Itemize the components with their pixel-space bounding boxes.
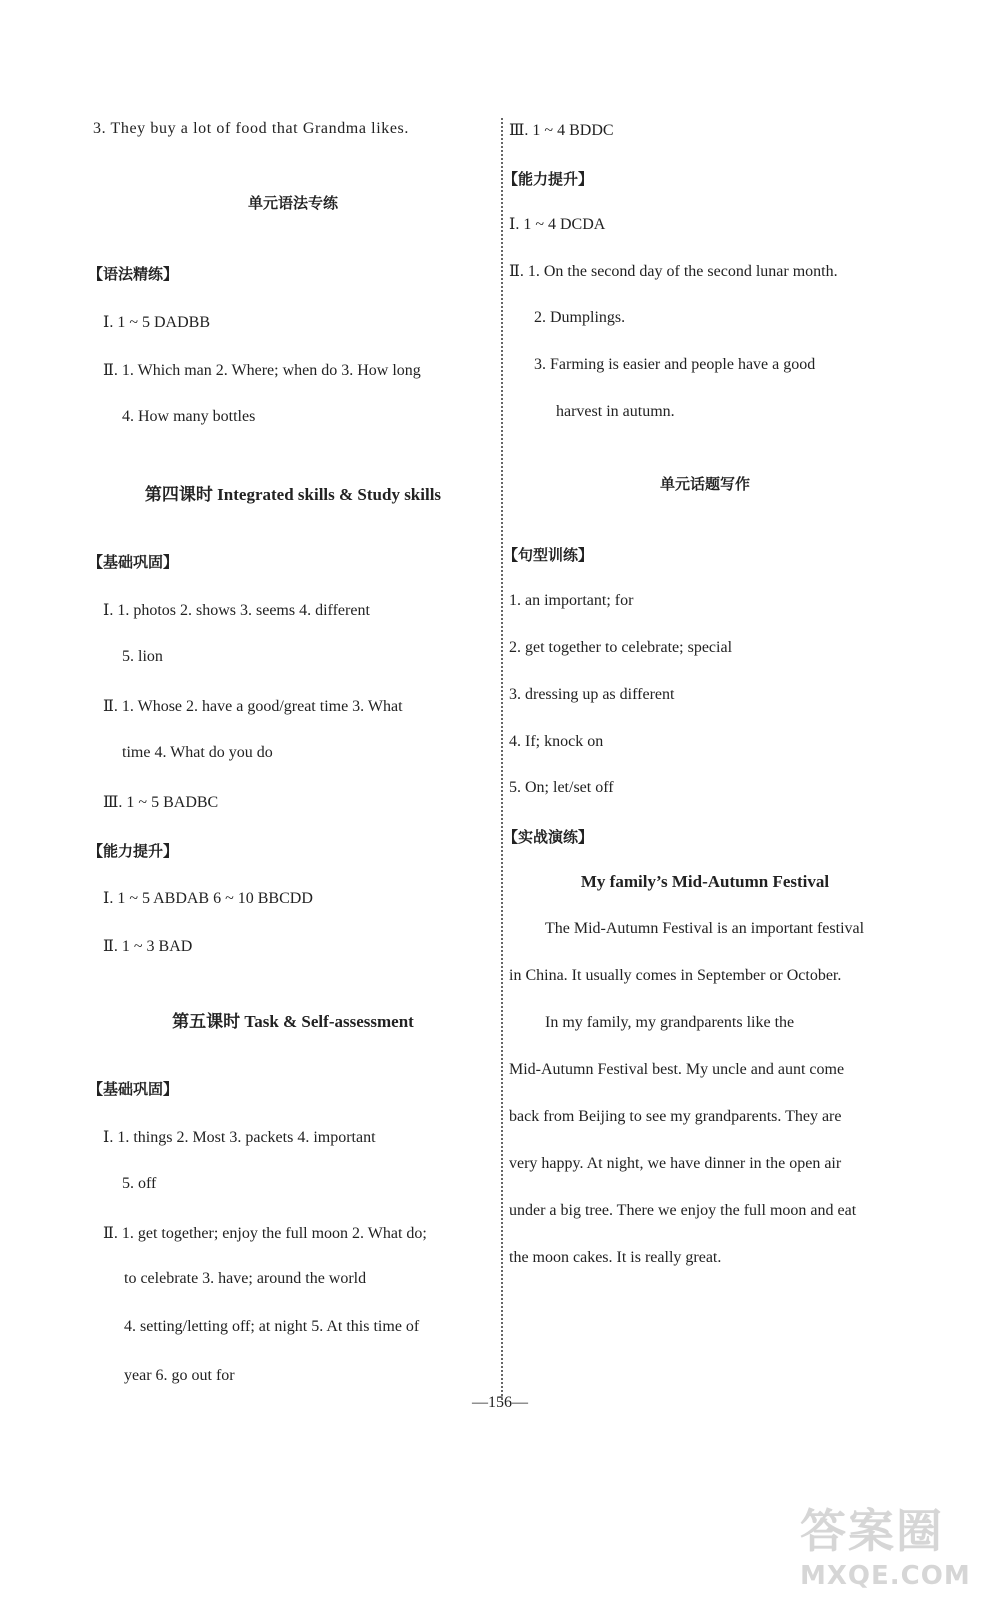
answer-line: 3. Farming is easier and people have a good bbox=[534, 356, 816, 373]
answer-line: 2. get together to celebrate; special bbox=[509, 639, 733, 656]
section-heading-grammar: 单元语法专练 bbox=[247, 194, 338, 212]
answer-line: 3. dressing up as different bbox=[509, 686, 675, 703]
answer-line: year 6. go out for bbox=[124, 1367, 235, 1384]
essay-line: the moon cakes. It is really great. bbox=[509, 1249, 722, 1266]
essay-line: under a big tree. There we enjoy the full moon and eat bbox=[509, 1202, 857, 1219]
essay-title: My family’s Mid-Autumn Festival bbox=[580, 872, 830, 891]
answer-line: Ⅰ. 1. things 2. Most 3. packets 4. important bbox=[103, 1129, 376, 1146]
answer-line: Ⅱ. 1 ~ 3 BAD bbox=[103, 938, 193, 955]
answer-line: Ⅰ. 1 ~ 5 ABDAB 6 ~ 10 BBCDD bbox=[103, 890, 313, 907]
essay-line: back from Beijing to see my grandparents. They are bbox=[509, 1108, 842, 1125]
watermark-text-top: 答案圈 bbox=[800, 1504, 944, 1558]
essay-line: in China. It usually comes in September or October. bbox=[509, 967, 842, 984]
essay-line: In my family, my grandparents like the bbox=[545, 1014, 795, 1031]
answer-line: Ⅲ. 1 ~ 4 BDDC bbox=[509, 122, 614, 139]
subsection-label-grammar-practice: 【语法精练】 bbox=[88, 265, 179, 283]
essay-line: The Mid-Autumn Festival is an important festival bbox=[545, 920, 865, 937]
page-number: —156— bbox=[472, 1394, 528, 1411]
answer-line: Ⅰ. 1 ~ 4 DCDA bbox=[509, 216, 606, 233]
answer-line: Ⅲ. 1 ~ 5 BADBC bbox=[103, 794, 219, 811]
answer-line: 3. They buy a lot of food that Grandma likes. bbox=[93, 120, 409, 137]
answer-line: 5. off bbox=[122, 1175, 157, 1192]
essay-line: very happy. At night, we have dinner in the open air bbox=[509, 1155, 842, 1172]
answer-line: Ⅱ. 1. Whose 2. have a good/great time 3. What bbox=[103, 698, 403, 715]
answer-line: harvest in autumn. bbox=[556, 403, 675, 420]
answer-line: 5. On; let/set off bbox=[509, 779, 614, 796]
answer-line: 5. lion bbox=[122, 648, 163, 665]
watermark-logo bbox=[800, 1495, 990, 1595]
subsection-label-ability: 【能力提升】 bbox=[503, 170, 594, 188]
lesson-heading-5: 第五课时 Task & Self-assessment bbox=[172, 1012, 414, 1031]
answer-line: 4. If; knock on bbox=[509, 733, 604, 750]
section-heading-topic-writing: 单元话题写作 bbox=[659, 475, 750, 493]
answer-line: Ⅰ. 1. photos 2. shows 3. seems 4. different bbox=[103, 602, 370, 619]
subsection-label-ability: 【能力提升】 bbox=[88, 842, 179, 860]
answer-line: 4. setting/letting off; at night 5. At this time of bbox=[124, 1318, 420, 1335]
subsection-label-basic: 【基础巩固】 bbox=[88, 553, 179, 571]
answer-line: to celebrate 3. have; around the world bbox=[124, 1270, 367, 1287]
answer-line: Ⅱ. 1. Which man 2. Where; when do 3. How long bbox=[103, 362, 421, 379]
watermark-text-bottom: MXQE.COM bbox=[800, 1561, 971, 1591]
subsection-label-sentence-training: 【句型训练】 bbox=[503, 546, 594, 564]
column-divider bbox=[501, 118, 503, 1400]
answer-line: 2. Dumplings. bbox=[534, 309, 626, 326]
answer-line: Ⅱ. 1. On the second day of the second lunar month. bbox=[509, 263, 838, 280]
essay-line: Mid-Autumn Festival best. My uncle and aunt come bbox=[509, 1061, 845, 1078]
answer-line: Ⅰ. 1 ~ 5 DADBB bbox=[103, 314, 210, 331]
subsection-label-basic: 【基础巩固】 bbox=[88, 1080, 179, 1098]
answer-line: 4. How many bottles bbox=[122, 408, 256, 425]
subsection-label-practice: 【实战演练】 bbox=[503, 828, 594, 846]
answer-line: time 4. What do you do bbox=[122, 744, 273, 761]
lesson-heading-4: 第四课时 Integrated skills & Study skills bbox=[144, 485, 442, 504]
answer-line: Ⅱ. 1. get together; enjoy the full moon 2. What do; bbox=[103, 1225, 427, 1242]
answer-line: 1. an important; for bbox=[509, 592, 634, 609]
